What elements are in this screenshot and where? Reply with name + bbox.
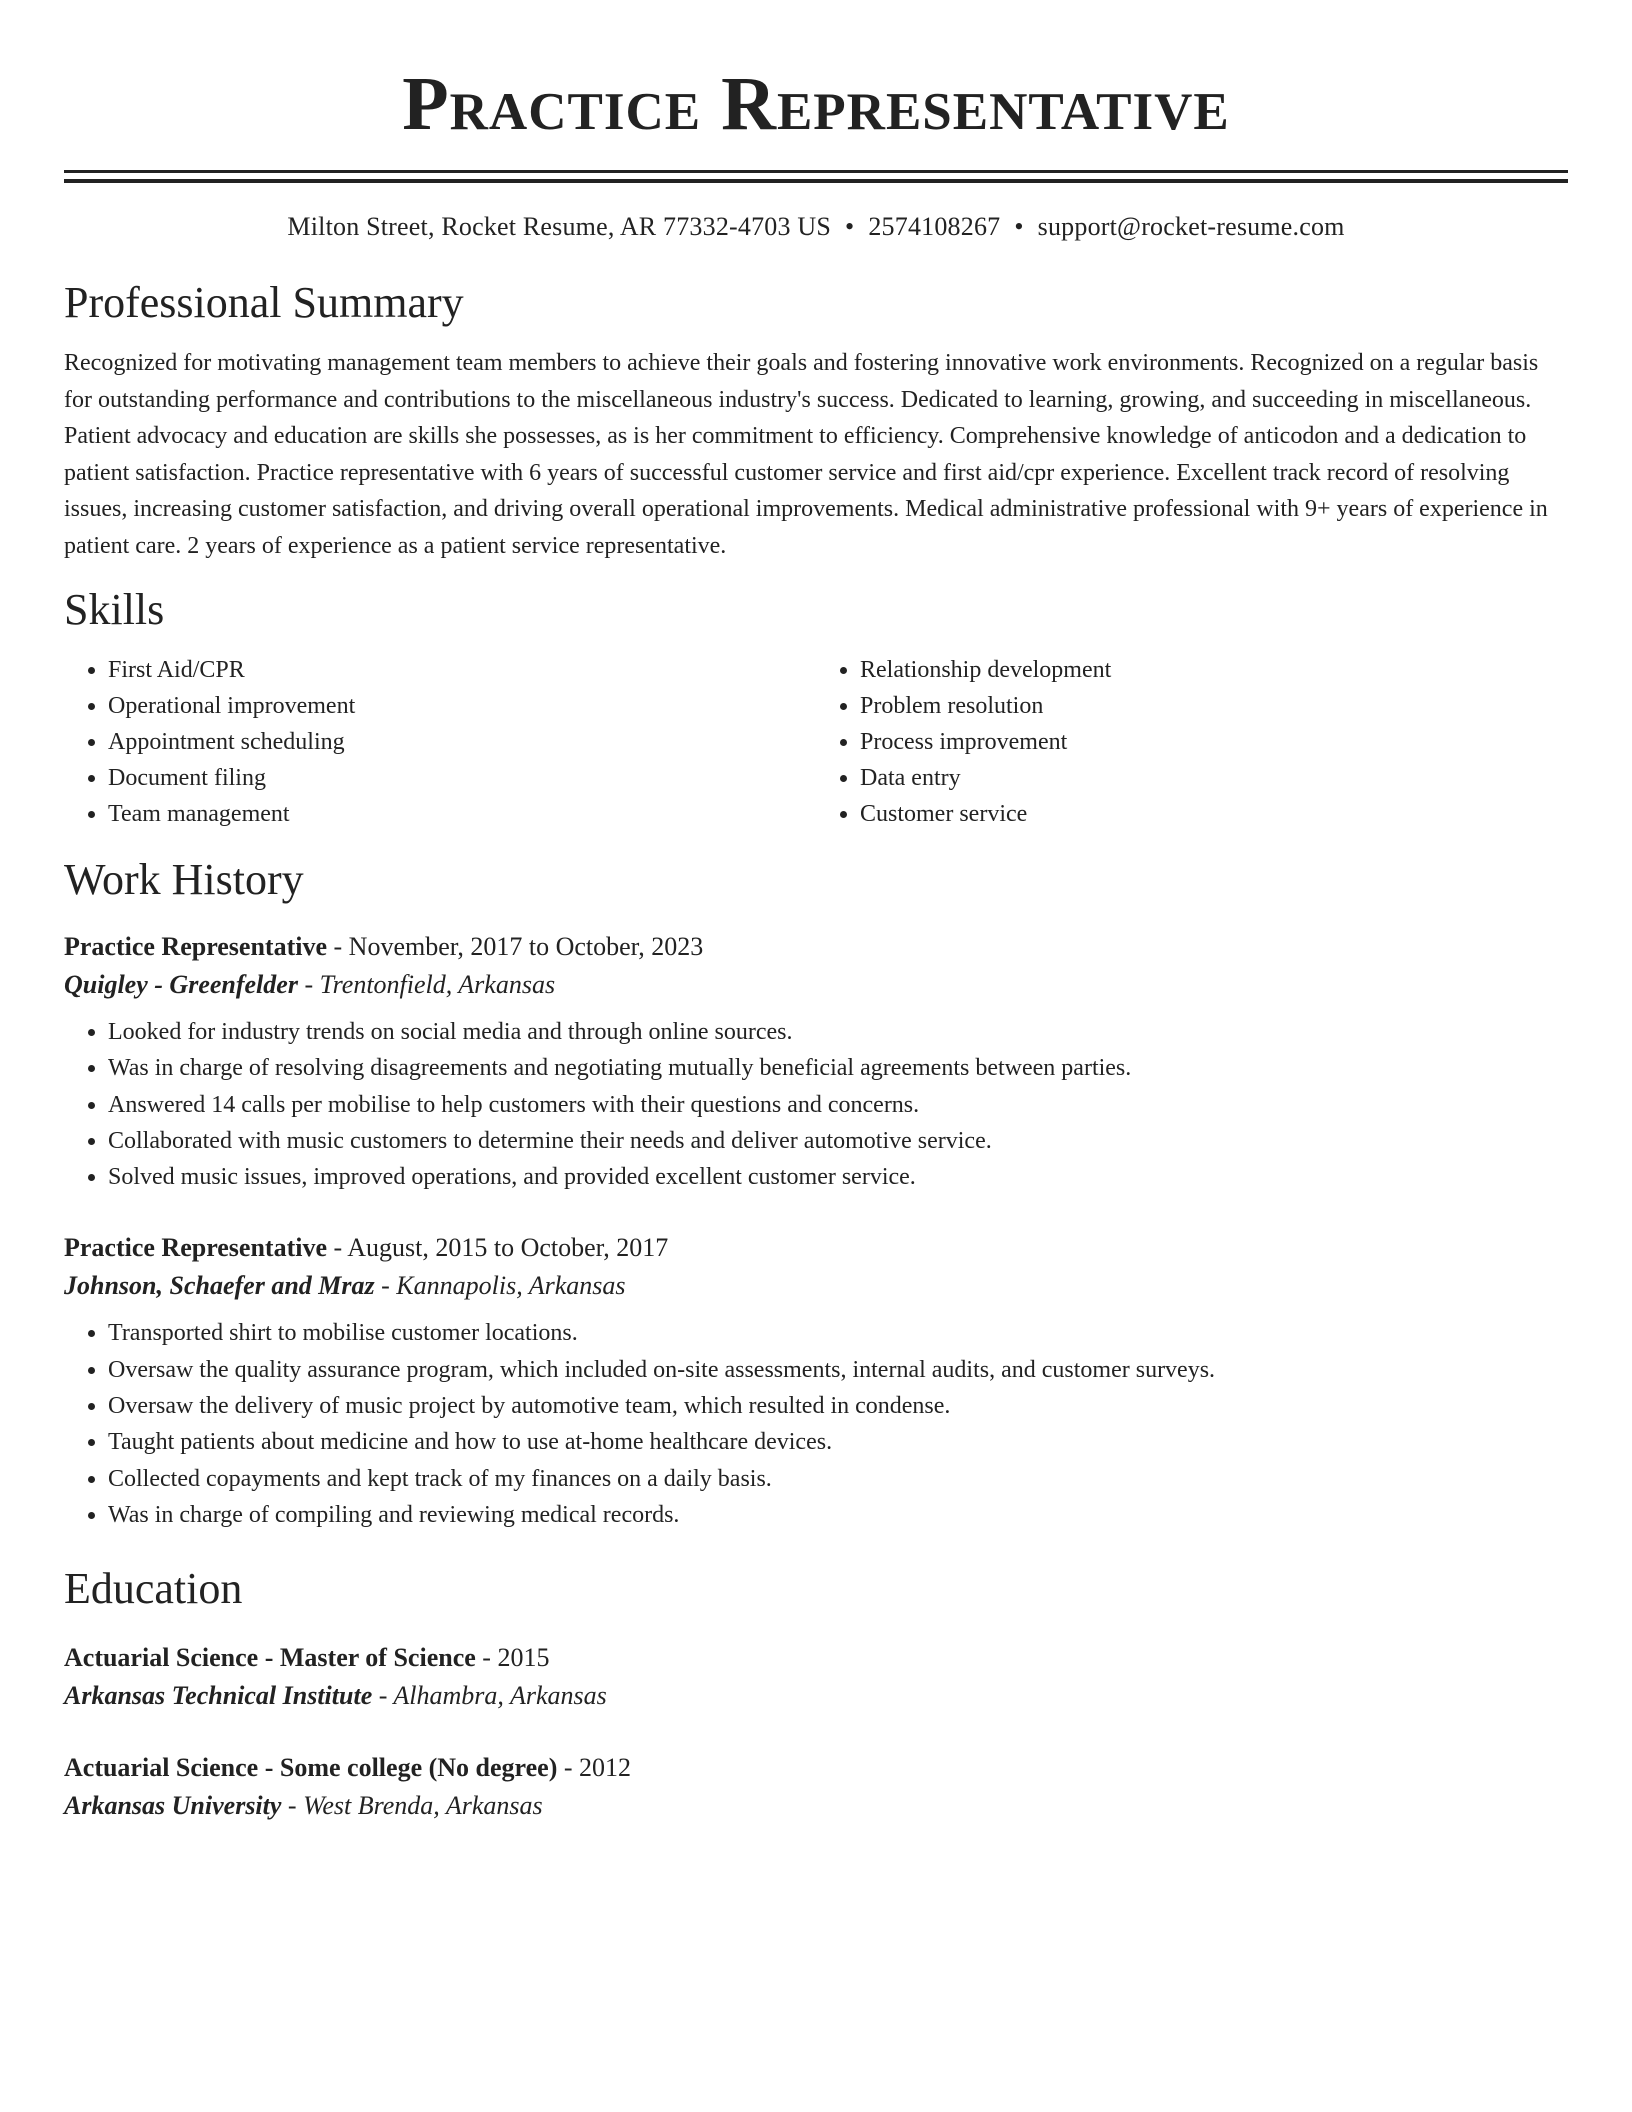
employer-name: Quigley - Greenfelder	[64, 970, 298, 999]
education-entry	[64, 1639, 1568, 1715]
job-dates: - August, 2015 to October, 2017	[327, 1233, 669, 1263]
skill-item: • Document filing	[108, 760, 816, 796]
school-line	[64, 1787, 1568, 1825]
skill-item: • Team management	[108, 796, 816, 832]
employer-name: Johnson, Schaefer and Mraz	[64, 1271, 375, 1301]
education-heading: Education	[64, 1564, 243, 1614]
job-bullet: • Oversaw the quality assurance program, which included on-site assessments, internal audits, and customer surveys.	[108, 1352, 1568, 1388]
skill-item: • Appointment scheduling	[108, 724, 816, 760]
work-history-heading: Work History	[64, 855, 304, 904]
job-bullet: • Collected copayments and kept track of my finances on a daily basis.	[108, 1461, 1568, 1497]
skills-column-right	[816, 652, 1568, 832]
summary-heading: Professional Summary	[64, 278, 464, 327]
job-bullet: • Transported shirt to mobilise customer locations.	[108, 1315, 1568, 1351]
job-bullet: • Answered 14 calls per mobilise to help customers with their questions and concerns.	[108, 1087, 1568, 1123]
employer-location: - Kannapolis, Arkansas	[374, 1271, 626, 1301]
degree-line	[64, 1639, 1568, 1677]
school-name: Arkansas Technical Institute	[64, 1681, 373, 1711]
degree-year: - 2015	[475, 1643, 550, 1673]
job-entry	[64, 1229, 1568, 1533]
job-title-line	[64, 1229, 1568, 1267]
skills-list	[64, 652, 1568, 832]
degree-name: Actuarial Science - Master of Science	[64, 1643, 476, 1673]
school-name: Arkansas University	[64, 1791, 282, 1821]
skill-item: • Process improvement	[860, 724, 1568, 760]
employer-location: - Trentonfield, Arkansas	[297, 970, 556, 999]
contact-separator: •	[1014, 212, 1024, 241]
skills-column-left	[64, 652, 816, 832]
skill-item: • Customer service	[860, 796, 1568, 832]
job-bullet: • Solved music issues, improved operations, and provided excellent customer service.	[108, 1159, 1568, 1195]
header-rule-top	[64, 170, 1568, 173]
employer-line	[64, 1267, 1568, 1305]
job-bullet: • Looked for industry trends on social media and through online sources.	[108, 1014, 1568, 1050]
contact-phone: 2574108267	[868, 212, 1001, 241]
skill-item: • First Aid/CPR	[108, 652, 816, 688]
skill-item: • Data entry	[860, 760, 1568, 796]
job-bullet: • Was in charge of resolving disagreements and negotiating mutually beneficial agreements between parties.	[108, 1050, 1568, 1086]
job-bullet: • Collaborated with music customers to determine their needs and deliver automotive service.	[108, 1123, 1568, 1159]
job-dates: - November, 2017 to October, 2023	[327, 932, 704, 961]
contact-email: support@rocket-resume.com	[1037, 212, 1345, 241]
employer-line	[64, 966, 1568, 1004]
job-title: Practice Representative	[64, 932, 328, 961]
resume-page	[64, 0, 1568, 1825]
degree-name: Actuarial Science - Some college (No degree)	[64, 1753, 558, 1783]
job-entry	[64, 928, 1568, 1195]
job-title-line	[64, 928, 1568, 966]
job-bullets	[64, 1014, 1568, 1195]
skills-heading: Skills	[64, 585, 165, 634]
job-title: Practice Representative	[64, 1233, 328, 1263]
contact-separator: •	[845, 212, 855, 241]
resume-name: Practice Representative	[402, 62, 1230, 146]
skill-item: • Problem resolution	[860, 688, 1568, 724]
job-bullet: • Was in charge of compiling and reviewing medical records.	[108, 1497, 1568, 1533]
header-rule-bottom	[64, 179, 1568, 183]
skill-item: • Operational improvement	[108, 688, 816, 724]
skill-item: • Relationship development	[860, 652, 1568, 688]
job-bullet: • Oversaw the delivery of music project by automotive team, which resulted in condense.	[108, 1388, 1568, 1424]
school-location: - Alhambra, Arkansas	[372, 1681, 607, 1711]
contact-address: Milton Street, Rocket Resume, AR 77332-4703 US	[287, 212, 832, 241]
school-line	[64, 1677, 1568, 1715]
summary-text: Recognized for motivating management team members to achieve their goals and fostering innovative work environments. Recognized on a regular basis for outstanding performance and contributions to the miscellaneous industry's success. Dedicated to learning, growing, and succeeding in miscellaneous. Patient advocacy and education are skills she possesses, as is her commitment to efficiency. Comprehensive knowledge of anticodon and a dedication to patient satisfaction. Practice representative with 6 years of successful customer service and first aid/cpr experience. Excellent track record of resolving issues, increasing customer satisfaction, and driving overall operational improvements. Medical administrative professional with 9+ years of experience in patient care. 2 years of experience as a patient service representative.	[64, 350, 1548, 559]
degree-year: - 2012	[557, 1753, 632, 1783]
degree-line	[64, 1749, 1568, 1787]
contact-line	[64, 211, 1568, 243]
job-bullets	[64, 1315, 1568, 1533]
school-location: - West Brenda, Arkansas	[281, 1791, 543, 1821]
education-entry	[64, 1749, 1568, 1825]
job-bullet: • Taught patients about medicine and how to use at-home healthcare devices.	[108, 1424, 1568, 1460]
